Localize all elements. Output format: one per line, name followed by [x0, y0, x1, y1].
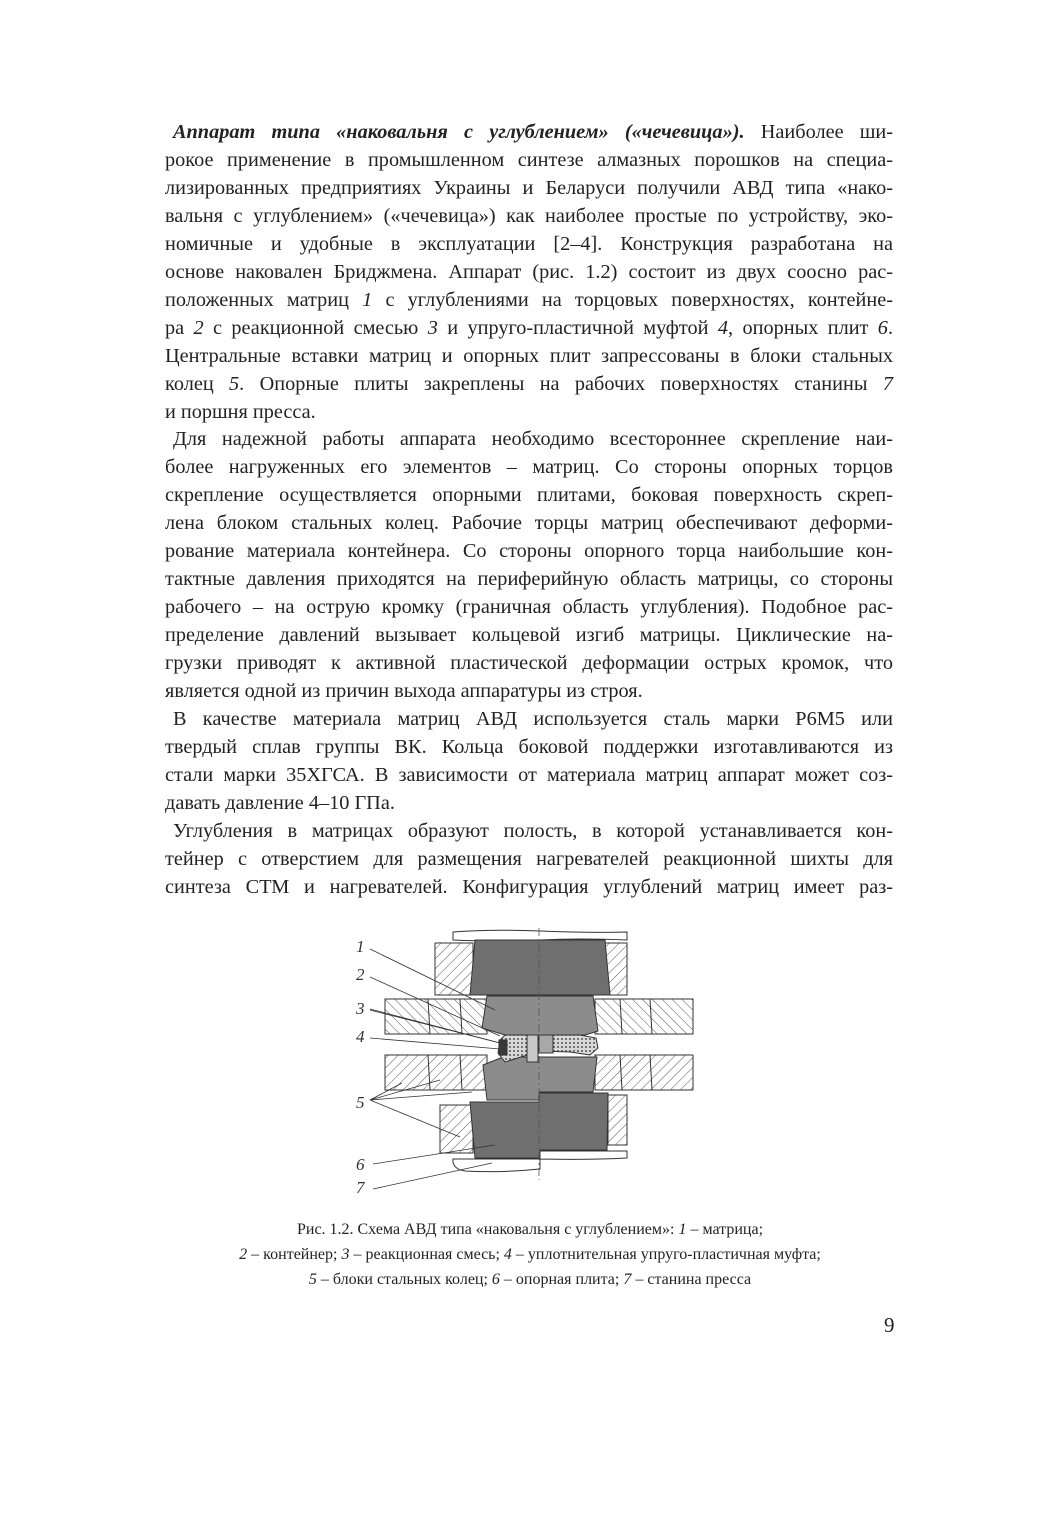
section-heading: Аппарат типа «наковальня с углублением» («чечевица»).	[173, 121, 745, 143]
text-run: грузки приводят к активной пластической деформации острых кромок, что	[165, 652, 893, 675]
text-run: ра	[165, 316, 194, 339]
text-run: рокое применение в промышленном синтезе алмазных порошков на специа-	[165, 148, 893, 171]
ring-mid-lower-left	[385, 1055, 487, 1090]
heater-insert-right	[539, 1035, 553, 1053]
text-run: – матрица;	[686, 1221, 764, 1238]
figure-label-5: 5	[356, 1093, 365, 1112]
text-run: – блоки стальных колец;	[316, 1271, 492, 1288]
ring-bottom-right	[608, 1095, 627, 1145]
text-run: номичные и удобные в эксплуатации [2–4]. Конструкция разработана на	[165, 232, 893, 255]
text-run: Центральные вставки матриц и опорных плит запрессованы в блоки стальных	[165, 344, 893, 367]
page-number: 9	[884, 1313, 895, 1337]
reference-number: 2	[239, 1246, 248, 1263]
text-run: синтеза СТМ и нагревателей. Конфигурация углублений матриц имеет раз-	[165, 875, 893, 898]
ring-mid-lower-right	[595, 1055, 693, 1090]
text-run: Для надежной работы аппарата необходимо всестороннее скрепление наи-	[173, 428, 893, 451]
body-text	[165, 119, 893, 902]
paragraph-1-line	[165, 119, 893, 147]
text-run: пределение давлений вызывает кольцевой изгиб матрицы. Циклические на-	[165, 624, 893, 647]
figure-caption	[150, 1217, 910, 1292]
reference-number: 4	[503, 1246, 512, 1263]
paragraph-2-line	[165, 510, 893, 538]
press-frame-top	[453, 930, 627, 941]
reference-number: 3	[341, 1246, 350, 1263]
caption-line	[150, 1242, 910, 1267]
paragraph-1-line	[165, 343, 893, 371]
reference-number: 7	[623, 1271, 632, 1288]
paragraph-2-line	[165, 538, 893, 566]
text-run: – уплотнительная упруго-пластичная муфта;	[511, 1246, 821, 1263]
text-run: – контейнер;	[247, 1246, 342, 1263]
text-run: с углублениями на торцовых поверхностях, контейне-	[372, 288, 893, 311]
reference-number: 5	[229, 372, 240, 395]
figure-label-7: 7	[356, 1178, 365, 1197]
text-run: с реакционной смесью	[203, 316, 428, 339]
paragraph-3-line	[165, 790, 893, 818]
seal-ring	[499, 1040, 507, 1055]
reference-number: 3	[427, 316, 438, 339]
text-run: и поршня пресса.	[165, 400, 316, 423]
text-run: колец	[165, 372, 230, 395]
figure-avd-diagram	[340, 925, 720, 1205]
figure-label-6: 6	[356, 1155, 365, 1174]
paragraph-1-line	[165, 399, 893, 427]
reference-number: 6	[877, 316, 888, 339]
text-run: твердый сплав группы ВК. Кольца боковой поддержки изготавливаются из	[165, 735, 893, 758]
paragraph-1-line	[165, 371, 893, 399]
matrix-upper	[482, 996, 598, 1035]
paragraph-1-line	[165, 147, 893, 175]
text-run: Рис. 1.2. Схема АВД типа «наковальня с углублением»:	[296, 1221, 679, 1238]
text-run: Углубления в матрицах образуют полость, в которой устанавливается кон-	[173, 819, 893, 842]
figure-label-2: 2	[356, 965, 365, 984]
text-run: более нагруженных его элементов – матриц. Со стороны опорных торцов	[165, 456, 893, 479]
text-run: . Опорные плиты закреплены на рабочих поверхностях станины	[239, 372, 883, 395]
text-run: В качестве материала матриц АВД используется сталь марки Р6М5 или	[173, 708, 893, 731]
paragraph-4-line	[165, 846, 893, 874]
reference-number: 2	[193, 316, 204, 339]
text-run: является одной из причин выхода аппаратуры из строя.	[165, 680, 643, 703]
text-run: .	[887, 316, 894, 339]
text-run: Наиболее ши-	[744, 121, 894, 143]
caption-line	[150, 1217, 910, 1242]
paragraph-2-line	[165, 454, 893, 482]
ring-top-left	[435, 943, 473, 995]
paragraph-1-line	[165, 259, 893, 287]
ring-bottom-left	[440, 1105, 473, 1153]
paragraph-1-line	[165, 287, 893, 315]
text-run: вальня с углублением» («чечевица») как наиболее простые по устройству, эко-	[165, 204, 893, 227]
paragraph-4-line	[165, 818, 893, 846]
ring-mid-upper-left	[385, 999, 487, 1034]
text-run: рование материала контейнера. Со стороны опорного торца наибольшие кон-	[165, 540, 893, 563]
reference-number: 1	[362, 288, 373, 311]
figure-label-4: 4	[356, 1027, 365, 1046]
reference-number: 1	[678, 1221, 687, 1238]
paragraph-2-line	[165, 622, 893, 650]
text-run: стали марки 35ХГСА. В зависимости от материала матриц аппарат может соз-	[165, 763, 893, 786]
heater-insert	[527, 1035, 538, 1062]
support-plate-top	[470, 940, 610, 995]
text-run: и упруго-пластичной муфтой	[437, 316, 718, 339]
text-run: тактные давления приходятся на периферийную область матрицы, со стороны	[165, 568, 893, 591]
paragraph-1-line	[165, 315, 893, 343]
reference-number: 4	[717, 316, 729, 339]
reference-number: 7	[882, 372, 893, 395]
paragraph-2-line	[165, 650, 893, 678]
paragraph-2-line	[165, 566, 893, 594]
paragraph-4-line	[165, 874, 893, 902]
paragraph-1-line	[165, 231, 893, 259]
text-run: скрепление осуществляется опорными плитами, боковая поверхность скреп-	[165, 484, 893, 507]
text-run: основе наковален Бриджмена. Аппарат (рис. 1.2) состоит из двух соосно рас-	[165, 260, 893, 283]
text-run: рабочего – на острую кромку (граничная область углубления). Подобное рас-	[165, 596, 893, 619]
text-run: – станина пресса	[631, 1271, 752, 1288]
paragraph-3-line	[165, 734, 893, 762]
caption-line	[150, 1267, 910, 1292]
paragraph-1-line	[165, 175, 893, 203]
paragraph-2-line	[165, 426, 893, 454]
ring-mid-upper-right	[595, 999, 693, 1034]
reference-number: 5	[308, 1271, 317, 1288]
text-run: давать давление 4–10 ГПа.	[165, 791, 395, 814]
reference-number: 6	[491, 1271, 500, 1288]
paragraph-3-line	[165, 762, 893, 790]
paragraph-2-line	[165, 678, 893, 706]
figure-label-3: 3	[356, 999, 365, 1018]
paragraph-2-line	[165, 594, 893, 622]
text-run: – реакционная смесь;	[349, 1246, 504, 1263]
text-run: , опорных плит	[728, 316, 878, 339]
text-run: – опорная плита;	[499, 1271, 624, 1288]
text-run: тейнер с отверстием для размещения нагревателей реакционной шихты для	[165, 847, 893, 870]
text-run: лизированных предприятиях Украины и Беларуси получили АВД типа «нако-	[165, 176, 893, 199]
paragraph-3-line	[165, 706, 893, 734]
text-run: положенных матриц	[165, 288, 363, 311]
text-run: лена блоком стальных колец. Рабочие торцы матриц обеспечивают деформи-	[165, 512, 893, 535]
figure-label-1: 1	[356, 937, 365, 956]
paragraph-1-line	[165, 203, 893, 231]
paragraph-2-line	[165, 482, 893, 510]
